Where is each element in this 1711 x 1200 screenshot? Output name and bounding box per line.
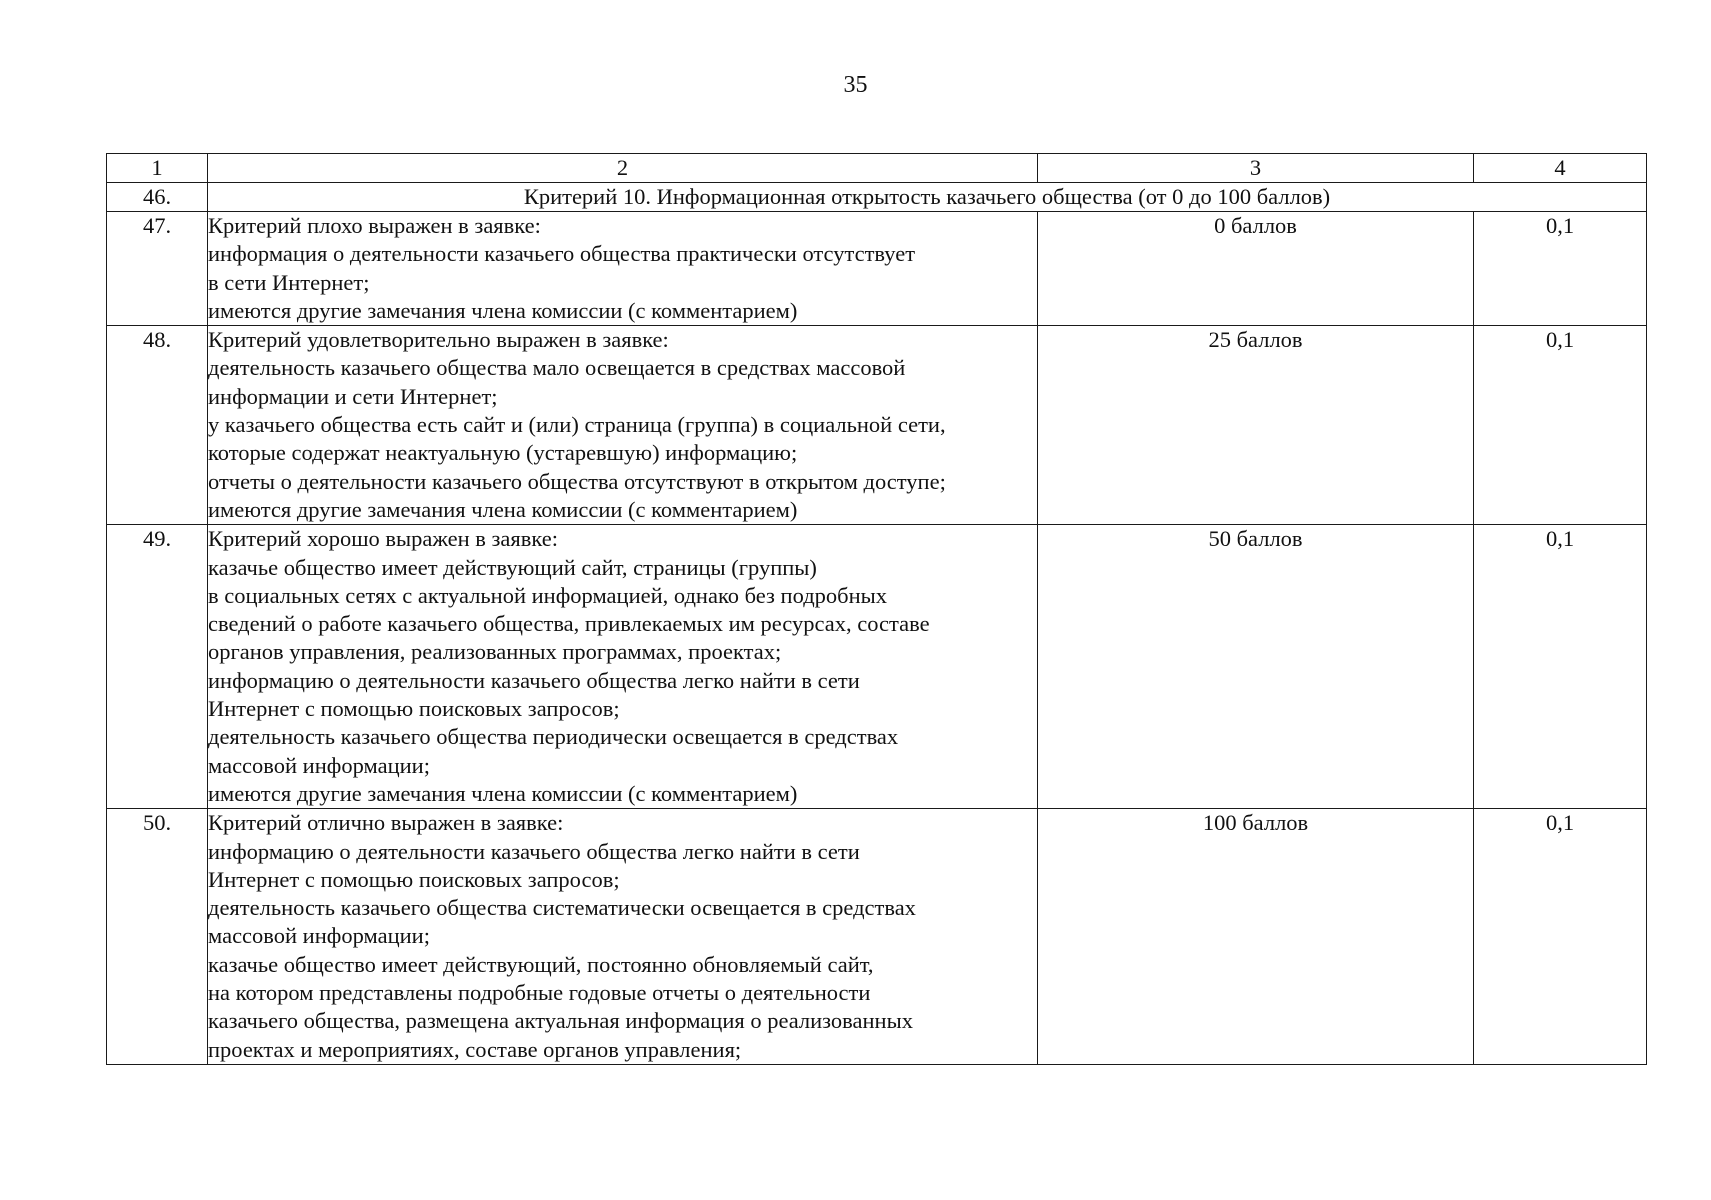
description-line: деятельность казачьего общества мало освещается в средствах массовой [208, 355, 906, 381]
description-line: в сети Интернет; [208, 269, 370, 295]
description-line: массовой информации; [208, 752, 430, 778]
description-line: проектах и мероприятиях, составе органов управления; [208, 1036, 742, 1062]
header-col-1: 1 [107, 154, 208, 183]
description-line: деятельность казачьего общества систематически освещается в средствах [208, 895, 916, 921]
description-line: массовой информации; [208, 923, 430, 949]
row-number: 49. [107, 525, 208, 809]
criteria-table [106, 153, 1647, 1065]
row-score: 25 баллов [1038, 326, 1474, 525]
header-col-2: 2 [208, 154, 1038, 183]
description-line: Критерий плохо выражен в заявке: [208, 213, 541, 238]
row-score: 0 баллов [1038, 212, 1474, 326]
description-line: имеются другие замечания члена комиссии (с комментарием) [208, 496, 798, 522]
description-line: Интернет с помощью поисковых запросов; [208, 866, 620, 892]
description-line: казачьего общества, размещена актуальная информация о реализованных [208, 1008, 913, 1034]
description-line: информации и сети Интернет; [208, 383, 498, 409]
criterion-title: Критерий 10. Информационная открытость казачьего общества (от 0 до 100 баллов) [208, 183, 1647, 212]
description-line: Критерий удовлетворительно выражен в заявке: [208, 327, 669, 353]
row-weight: 0,1 [1474, 809, 1647, 1065]
row-weight: 0,1 [1474, 525, 1647, 809]
description-line: казачье общество имеет действующий сайт, страницы (группы) [208, 554, 817, 580]
description-line: деятельность казачьего общества периодически освещается в средствах [208, 724, 899, 750]
criteria-rows [107, 212, 1647, 1065]
header-col-3: 3 [1038, 154, 1474, 183]
row-score: 50 баллов [1038, 525, 1474, 809]
table-row [107, 809, 1647, 1065]
row-score: 100 баллов [1038, 809, 1474, 1065]
table-row [107, 326, 1647, 525]
header-col-4: 4 [1474, 154, 1647, 183]
description-line: Критерий отлично выражен в заявке: [208, 810, 564, 836]
row-weight: 0,1 [1474, 326, 1647, 525]
table-row [107, 525, 1647, 809]
description-line: в социальных сетях с актуальной информацией, однако без подробных [208, 582, 887, 608]
description-line: у казачьего общества есть сайт и (или) страница (группа) в социальной сети, [208, 412, 946, 438]
row-description [208, 212, 1038, 326]
row-number: 46. [107, 183, 208, 212]
description-line: имеются другие замечания члена комиссии (с комментарием) [208, 297, 798, 323]
page-number: 35 [843, 72, 868, 98]
row-number: 47. [107, 212, 208, 326]
row-weight: 0,1 [1474, 212, 1647, 326]
row-description [208, 525, 1038, 809]
row-description [208, 326, 1038, 525]
description-line: информацию о деятельности казачьего общества легко найти в сети [208, 838, 860, 864]
row-description [208, 809, 1038, 1065]
description-line: отчеты о деятельности казачьего общества отсутствуют в открытом доступе; [208, 468, 946, 494]
description-line: казачье общество имеет действующий, постоянно обновляемый сайт, [208, 951, 874, 977]
description-line: информация о деятельности казачьего общества практически отсутствует [208, 241, 916, 267]
description-line: на котором представлены подробные годовые отчеты о деятельности [208, 980, 871, 1006]
description-line: сведений о работе казачьего общества, привлекаемых им ресурсах, составе [208, 611, 930, 637]
row-number: 50. [107, 809, 208, 1065]
table-row [107, 212, 1647, 326]
table-header-row [107, 154, 1647, 183]
description-line: органов управления, реализованных программах, проектах; [208, 639, 782, 665]
description-line: информацию о деятельности казачьего общества легко найти в сети [208, 667, 860, 693]
description-line: имеются другие замечания члена комиссии (с комментарием) [208, 780, 798, 806]
description-line: которые содержат неактуальную (устаревшую) информацию; [208, 440, 798, 466]
criterion-title-row [107, 183, 1647, 212]
description-line: Интернет с помощью поисковых запросов; [208, 696, 620, 722]
row-number: 48. [107, 326, 208, 525]
description-line: Критерий хорошо выражен в заявке: [208, 526, 559, 552]
